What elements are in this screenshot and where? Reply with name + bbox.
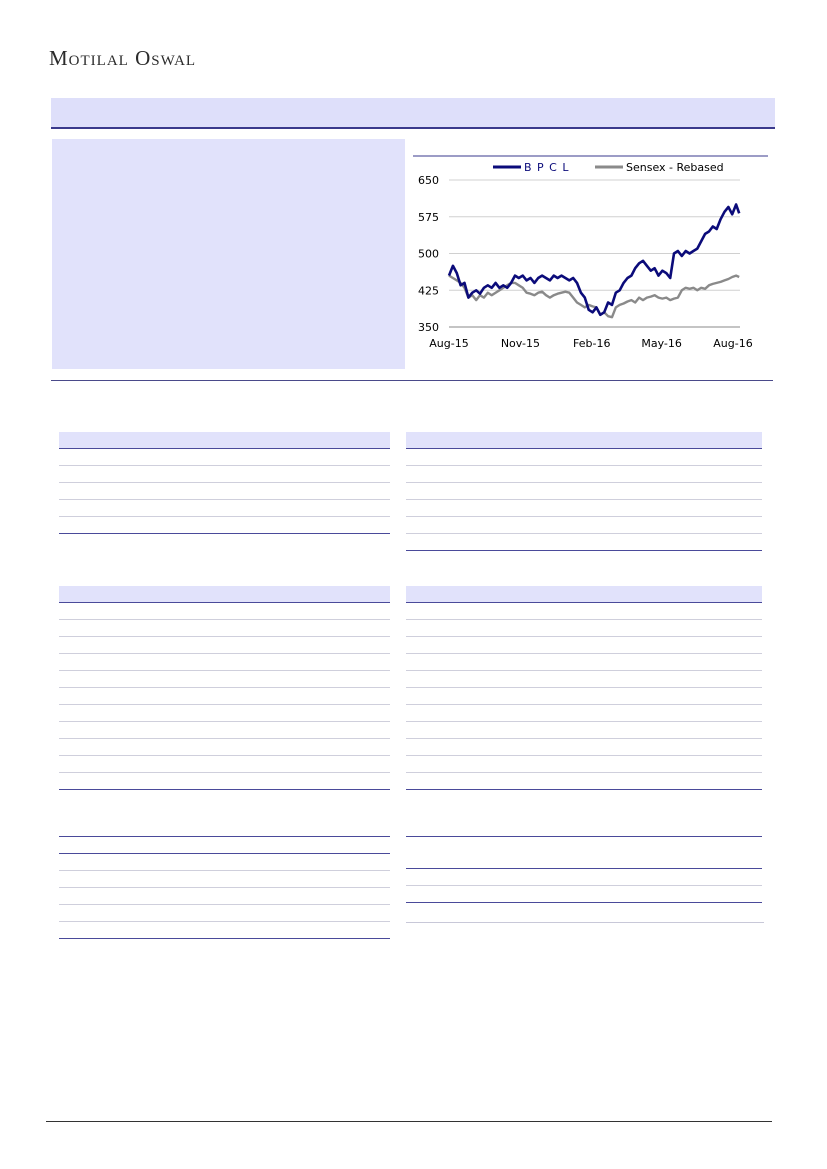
table-row [59, 854, 390, 871]
x-tick-label: Feb-16 [573, 337, 611, 350]
table-row [406, 739, 762, 756]
table-row [406, 620, 762, 637]
table-row [59, 483, 390, 500]
brand-logo: Motilal Oswal [49, 46, 197, 70]
table-row [59, 756, 390, 773]
table-row [59, 603, 390, 620]
table-row [59, 773, 390, 790]
table-row [59, 620, 390, 637]
table-row [406, 637, 762, 654]
table-row [406, 517, 762, 534]
table-row [406, 534, 762, 551]
table-row [59, 739, 390, 756]
table-divider [406, 922, 764, 923]
table-row [59, 888, 390, 905]
table-header [406, 837, 762, 869]
x-tick-label: Nov-15 [500, 337, 540, 350]
table-row [59, 671, 390, 688]
table-row [406, 705, 762, 722]
table-row [406, 688, 762, 705]
y-tick-label: 650 [418, 174, 439, 187]
stock-chart [413, 140, 768, 362]
table-row [406, 671, 762, 688]
table-row [406, 500, 762, 517]
table-row [406, 869, 762, 886]
table-row [59, 905, 390, 922]
table-header [406, 586, 762, 603]
table-right-3 [406, 836, 762, 903]
chart-svg [413, 140, 768, 362]
table-row [59, 871, 390, 888]
table-header [59, 432, 390, 449]
table-right-2 [406, 586, 762, 790]
x-tick-label: Aug-15 [429, 337, 469, 350]
table-row [59, 654, 390, 671]
table-row [406, 466, 762, 483]
table-row [406, 449, 762, 466]
y-tick-label: 350 [418, 321, 439, 334]
x-tick-label: Aug-16 [713, 337, 753, 350]
table-row [59, 705, 390, 722]
title-banner [51, 98, 775, 129]
table-row [59, 688, 390, 705]
table-row [406, 654, 762, 671]
table-row [59, 922, 390, 939]
table-right-1 [406, 432, 762, 551]
table-header [59, 586, 390, 603]
y-tick-label: 575 [418, 210, 439, 224]
table-row [406, 603, 762, 620]
table-row [59, 466, 390, 483]
summary-panel [52, 139, 405, 369]
x-tick-label: May-16 [641, 337, 682, 350]
table-row [59, 722, 390, 739]
table-row [59, 449, 390, 466]
table-row [59, 500, 390, 517]
table-row [406, 483, 762, 500]
table-left-3 [59, 836, 390, 939]
series-line-bpcl [449, 205, 739, 315]
table-row [406, 756, 762, 773]
table-row [406, 722, 762, 739]
y-tick-label: 425 [418, 284, 439, 298]
table-row [406, 773, 762, 790]
table-row [59, 517, 390, 534]
legend-label: B P C L [524, 161, 570, 174]
y-tick-label: 500 [418, 247, 439, 261]
table-header [59, 837, 390, 854]
footer-rule [46, 1121, 772, 1122]
legend-label: Sensex - Rebased [626, 161, 724, 174]
table-row [406, 886, 762, 903]
section-divider [51, 380, 773, 381]
table-left-2 [59, 586, 390, 790]
table-row [59, 637, 390, 654]
table-left-1 [59, 432, 390, 534]
table-header [406, 432, 762, 449]
